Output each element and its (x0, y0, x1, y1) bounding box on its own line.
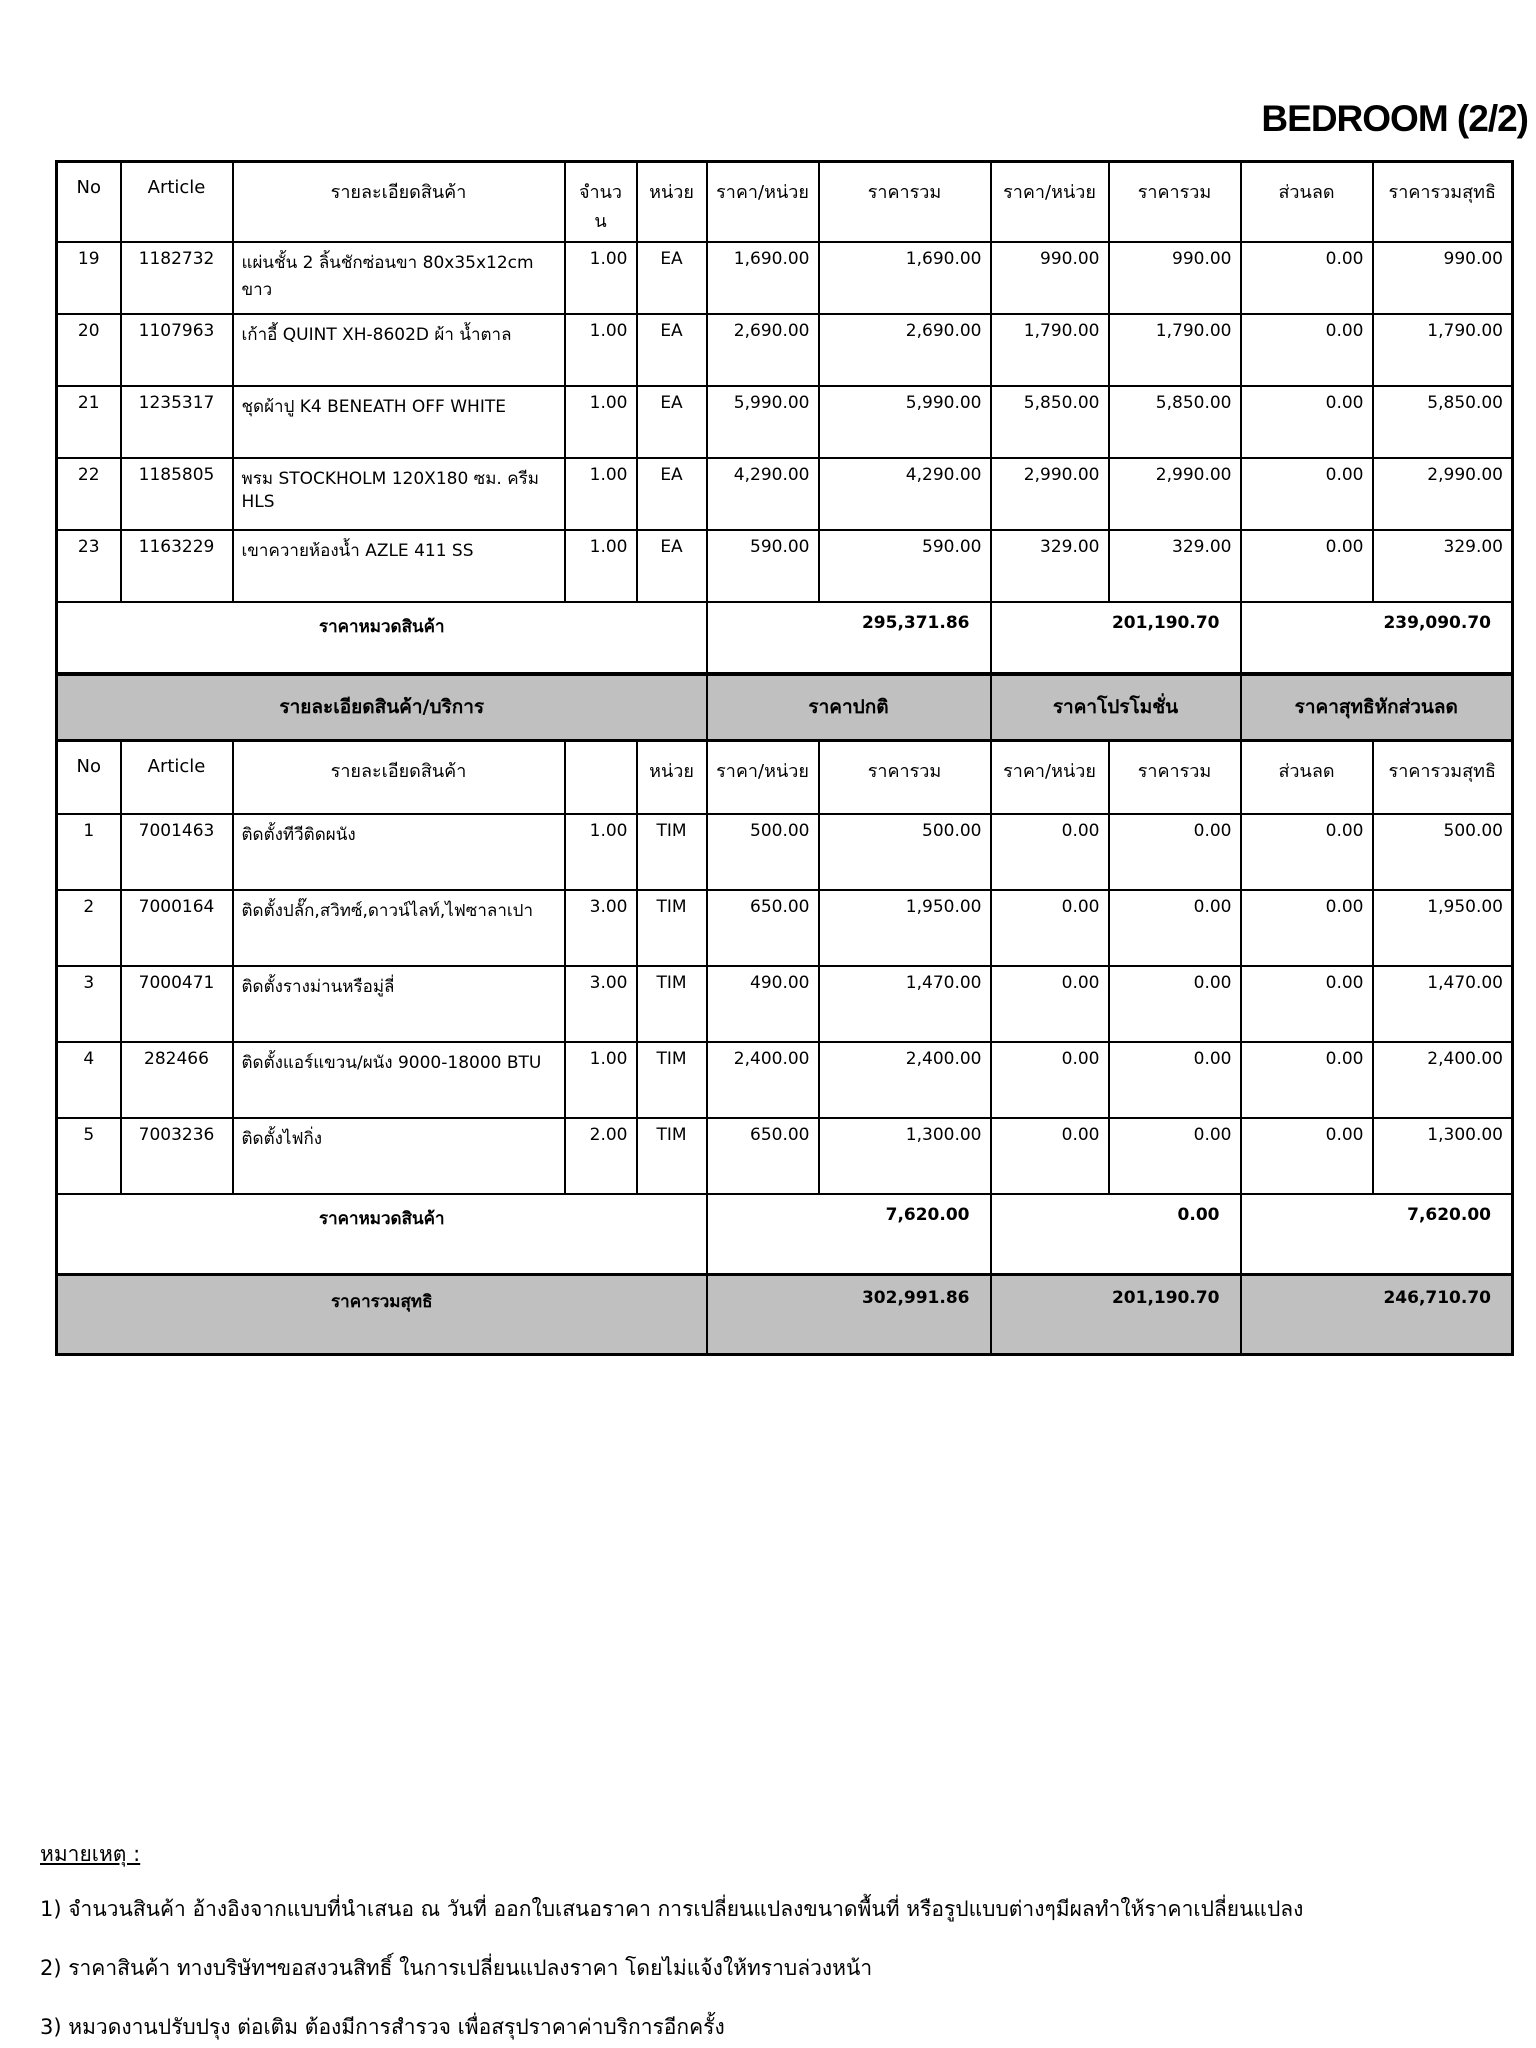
cell-price-per-unit: 590.00 (707, 530, 819, 602)
cell-net-total: 1,300.00 (1373, 1118, 1513, 1194)
table-row (57, 890, 1513, 966)
cell-promo-total: 2,990.00 (1109, 458, 1241, 530)
cell-promo-per-unit: 990.00 (991, 242, 1109, 314)
col-header-net-total: ราคารวมสุทธิ (1373, 162, 1513, 243)
cell-discount: 0.00 (1241, 314, 1373, 386)
cell-no: 19 (57, 242, 121, 314)
services-subtotal-label: ราคาหมวดสินค้า (57, 1194, 707, 1274)
cell-no: 3 (57, 966, 121, 1042)
cell-promo-total: 1,790.00 (1109, 314, 1241, 386)
services-subtotal-net: 7,620.00 (1241, 1194, 1513, 1274)
table-row (57, 314, 1513, 386)
grand-total-promo: 201,190.70 (991, 1274, 1241, 1354)
cell-price-total: 590.00 (819, 530, 991, 602)
cell-article: 1235317 (121, 386, 233, 458)
col-header-description: รายละเอียดสินค้า (233, 740, 565, 814)
products-header-row (57, 162, 1513, 243)
cell-promo-total: 0.00 (1109, 814, 1241, 890)
cell-description: ติดตั้งไฟกิ่ง (233, 1118, 565, 1194)
cell-no: 5 (57, 1118, 121, 1194)
cell-price-per-unit: 5,990.00 (707, 386, 819, 458)
cell-net-total: 2,400.00 (1373, 1042, 1513, 1118)
products-subtotal-label: ราคาหมวดสินค้า (57, 602, 707, 674)
cell-promo-total: 0.00 (1109, 1042, 1241, 1118)
products-subtotal-promo: 201,190.70 (991, 602, 1241, 674)
remarks-list (40, 1893, 1520, 2044)
col-header-price-total: ราคารวม (819, 740, 991, 814)
cell-promo-total: 0.00 (1109, 966, 1241, 1042)
cell-qty: 2.00 (565, 1118, 637, 1194)
cell-price-per-unit: 1,690.00 (707, 242, 819, 314)
cell-price-total: 4,290.00 (819, 458, 991, 530)
col-header-unit: หน่วย (637, 162, 707, 243)
section-label-promo-price: ราคาโปรโมชั่น (991, 674, 1241, 740)
products-subtotal-row (57, 602, 1513, 674)
col-header-discount: ส่วนลด (1241, 740, 1373, 814)
cell-discount: 0.00 (1241, 1118, 1373, 1194)
services-subtotal-promo: 0.00 (991, 1194, 1241, 1274)
cell-description: แผ่นชั้น 2 ลิ้นชักซ่อนขา 80x35x12cm ขาว (233, 242, 565, 314)
cell-discount: 0.00 (1241, 1042, 1373, 1118)
cell-article: 1107963 (121, 314, 233, 386)
col-header-discount: ส่วนลด (1241, 162, 1373, 243)
cell-net-total: 1,470.00 (1373, 966, 1513, 1042)
remark-line: 2) ราคาสินค้า ทางบริษัทฯขอสงวนสิทธิ์ ในการเปลี่ยนแปลงราคา โดยไม่แจ้งให้ทราบล่วงหน้า (40, 1956, 873, 1980)
col-header-net-total: ราคารวมสุทธิ (1373, 740, 1513, 814)
cell-qty: 1.00 (565, 530, 637, 602)
cell-promo-per-unit: 1,790.00 (991, 314, 1109, 386)
quotation-tables (55, 160, 1514, 1356)
cell-unit: TIM (637, 966, 707, 1042)
table-row (57, 530, 1513, 602)
services-subtotal-normal: 7,620.00 (707, 1194, 991, 1274)
col-header-promo-total: ราคารวม (1109, 740, 1241, 814)
cell-net-total: 2,990.00 (1373, 458, 1513, 530)
cell-net-total: 5,850.00 (1373, 386, 1513, 458)
cell-qty: 1.00 (565, 386, 637, 458)
cell-price-per-unit: 2,690.00 (707, 314, 819, 386)
table-row (57, 1042, 1513, 1118)
cell-promo-total: 0.00 (1109, 1118, 1241, 1194)
cell-unit: TIM (637, 1042, 707, 1118)
cell-article: 7003236 (121, 1118, 233, 1194)
cell-qty: 1.00 (565, 1042, 637, 1118)
cell-description: เก้าอี้ QUINT XH-8602D ผ้า น้ำตาล (233, 314, 565, 386)
cell-article: 7000164 (121, 890, 233, 966)
cell-qty: 1.00 (565, 242, 637, 314)
cell-no: 1 (57, 814, 121, 890)
cell-unit: EA (637, 386, 707, 458)
col-header-qty-blank (565, 740, 637, 814)
services-rows (57, 814, 1513, 1194)
cell-unit: EA (637, 530, 707, 602)
cell-promo-per-unit: 0.00 (991, 1118, 1109, 1194)
section-label-normal-price: ราคาปกติ (707, 674, 991, 740)
cell-net-total: 500.00 (1373, 814, 1513, 890)
cell-description: ติดตั้งรางม่านหรือมู่ลี่ (233, 966, 565, 1042)
grand-total-row (57, 1274, 1513, 1354)
cell-price-per-unit: 500.00 (707, 814, 819, 890)
col-header-no: No (57, 162, 121, 243)
cell-promo-total: 0.00 (1109, 890, 1241, 966)
cell-price-per-unit: 4,290.00 (707, 458, 819, 530)
cell-unit: EA (637, 242, 707, 314)
cell-no: 23 (57, 530, 121, 602)
cell-description: ชุดผ้าปู K4 BENEATH OFF WHITE (233, 386, 565, 458)
cell-promo-per-unit: 329.00 (991, 530, 1109, 602)
cell-no: 21 (57, 386, 121, 458)
cell-description: ติดตั้งทีวีติดผนัง (233, 814, 565, 890)
remark-line: 3) หมวดงานปรับปรุง ต่อเติม ต้องมีการสำรวจ เพื่อสรุปราคาค่าบริการอีกครั้ง (40, 2015, 725, 2039)
col-header-promo-per-unit: ราคา/หน่วย (991, 740, 1109, 814)
cell-price-total: 2,400.00 (819, 1042, 991, 1118)
col-header-description: รายละเอียดสินค้า (233, 162, 565, 243)
products-subtotal-net: 239,090.70 (1241, 602, 1513, 674)
cell-net-total: 329.00 (1373, 530, 1513, 602)
cell-promo-per-unit: 2,990.00 (991, 458, 1109, 530)
cell-description: ติดตั้งแอร์แขวน/ผนัง 9000-18000 BTU (233, 1042, 565, 1118)
products-rows (57, 242, 1513, 602)
section-label-description: รายละเอียดสินค้า/บริการ (57, 674, 707, 740)
cell-price-total: 1,300.00 (819, 1118, 991, 1194)
table-row (57, 458, 1513, 530)
services-header-row (57, 740, 1513, 814)
cell-promo-per-unit: 5,850.00 (991, 386, 1109, 458)
cell-promo-total: 329.00 (1109, 530, 1241, 602)
cell-discount: 0.00 (1241, 966, 1373, 1042)
cell-discount: 0.00 (1241, 386, 1373, 458)
cell-discount: 0.00 (1241, 530, 1373, 602)
page-title: BEDROOM (2/2) (1261, 98, 1528, 139)
services-subtotal-row (57, 1194, 1513, 1274)
cell-qty: 1.00 (565, 814, 637, 890)
cell-promo-per-unit: 0.00 (991, 1042, 1109, 1118)
cell-promo-total: 990.00 (1109, 242, 1241, 314)
products-subtotal-normal: 295,371.86 (707, 602, 991, 674)
cell-qty: 3.00 (565, 966, 637, 1042)
cell-article: 1185805 (121, 458, 233, 530)
cell-description: เขาควายห้องน้ำ AZLE 411 SS (233, 530, 565, 602)
cell-net-total: 1,950.00 (1373, 890, 1513, 966)
cell-discount: 0.00 (1241, 814, 1373, 890)
cell-article: 282466 (121, 1042, 233, 1118)
cell-no: 20 (57, 314, 121, 386)
table-row (57, 814, 1513, 890)
cell-price-per-unit: 650.00 (707, 890, 819, 966)
cell-price-per-unit: 650.00 (707, 1118, 819, 1194)
cell-price-total: 1,950.00 (819, 890, 991, 966)
col-header-qty: จำนวน (565, 162, 637, 243)
cell-description: ติดตั้งปลั๊ก,สวิทซ์,ดาวน์ไลท์,ไฟซาลาเปา (233, 890, 565, 966)
cell-description: พรม STOCKHOLM 120X180 ซม. ครีม HLS (233, 458, 565, 530)
cell-no: 22 (57, 458, 121, 530)
cell-qty: 1.00 (565, 458, 637, 530)
cell-net-total: 1,790.00 (1373, 314, 1513, 386)
grand-total-net: 246,710.70 (1241, 1274, 1513, 1354)
cell-qty: 1.00 (565, 314, 637, 386)
col-header-promo-total: ราคารวม (1109, 162, 1241, 243)
col-header-price-total: ราคารวม (819, 162, 991, 243)
cell-price-total: 1,690.00 (819, 242, 991, 314)
cell-unit: TIM (637, 890, 707, 966)
cell-price-total: 2,690.00 (819, 314, 991, 386)
cell-unit: TIM (637, 814, 707, 890)
col-header-no: No (57, 740, 121, 814)
cell-discount: 0.00 (1241, 242, 1373, 314)
grand-total-normal: 302,991.86 (707, 1274, 991, 1354)
grand-total-label: ราคารวมสุทธิ (57, 1274, 707, 1354)
services-section-header-row (57, 674, 1513, 740)
cell-no: 4 (57, 1042, 121, 1118)
cell-promo-per-unit: 0.00 (991, 890, 1109, 966)
cell-price-total: 1,470.00 (819, 966, 991, 1042)
table-row (57, 966, 1513, 1042)
cell-promo-total: 5,850.00 (1109, 386, 1241, 458)
cell-article: 1163229 (121, 530, 233, 602)
cell-unit: EA (637, 458, 707, 530)
cell-promo-per-unit: 0.00 (991, 966, 1109, 1042)
cell-discount: 0.00 (1241, 458, 1373, 530)
remark-line: 1) จำนวนสินค้า อ้างอิงจากแบบที่นำเสนอ ณ วันที่ ออกใบเสนอราคา การเปลี่ยนแปลงขนาดพื้นที่ หรือรูปแบบต่างๆมีผลทำให้ราคาเปลี่ยนแปลง (40, 1897, 1304, 1921)
cell-unit: EA (637, 314, 707, 386)
table-row (57, 386, 1513, 458)
col-header-article: Article (121, 162, 233, 243)
col-header-price-per-unit: ราคา/หน่วย (707, 162, 819, 243)
table-row (57, 242, 1513, 314)
col-header-unit: หน่วย (637, 740, 707, 814)
quotation-table (55, 160, 1514, 1356)
cell-net-total: 990.00 (1373, 242, 1513, 314)
cell-price-total: 500.00 (819, 814, 991, 890)
cell-qty: 3.00 (565, 890, 637, 966)
section-label-net-price: ราคาสุทธิหักส่วนลด (1241, 674, 1513, 740)
col-header-price-per-unit: ราคา/หน่วย (707, 740, 819, 814)
cell-no: 2 (57, 890, 121, 966)
cell-price-per-unit: 490.00 (707, 966, 819, 1042)
cell-price-per-unit: 2,400.00 (707, 1042, 819, 1118)
cell-price-total: 5,990.00 (819, 386, 991, 458)
cell-article: 7000471 (121, 966, 233, 1042)
cell-discount: 0.00 (1241, 890, 1373, 966)
cell-unit: TIM (637, 1118, 707, 1194)
remarks-section (40, 1838, 1520, 2048)
cell-promo-per-unit: 0.00 (991, 814, 1109, 890)
col-header-article: Article (121, 740, 233, 814)
remarks-heading: หมายเหตุ : (40, 1842, 141, 1866)
col-header-promo-per-unit: ราคา/หน่วย (991, 162, 1109, 243)
cell-article: 7001463 (121, 814, 233, 890)
table-row (57, 1118, 1513, 1194)
cell-article: 1182732 (121, 242, 233, 314)
